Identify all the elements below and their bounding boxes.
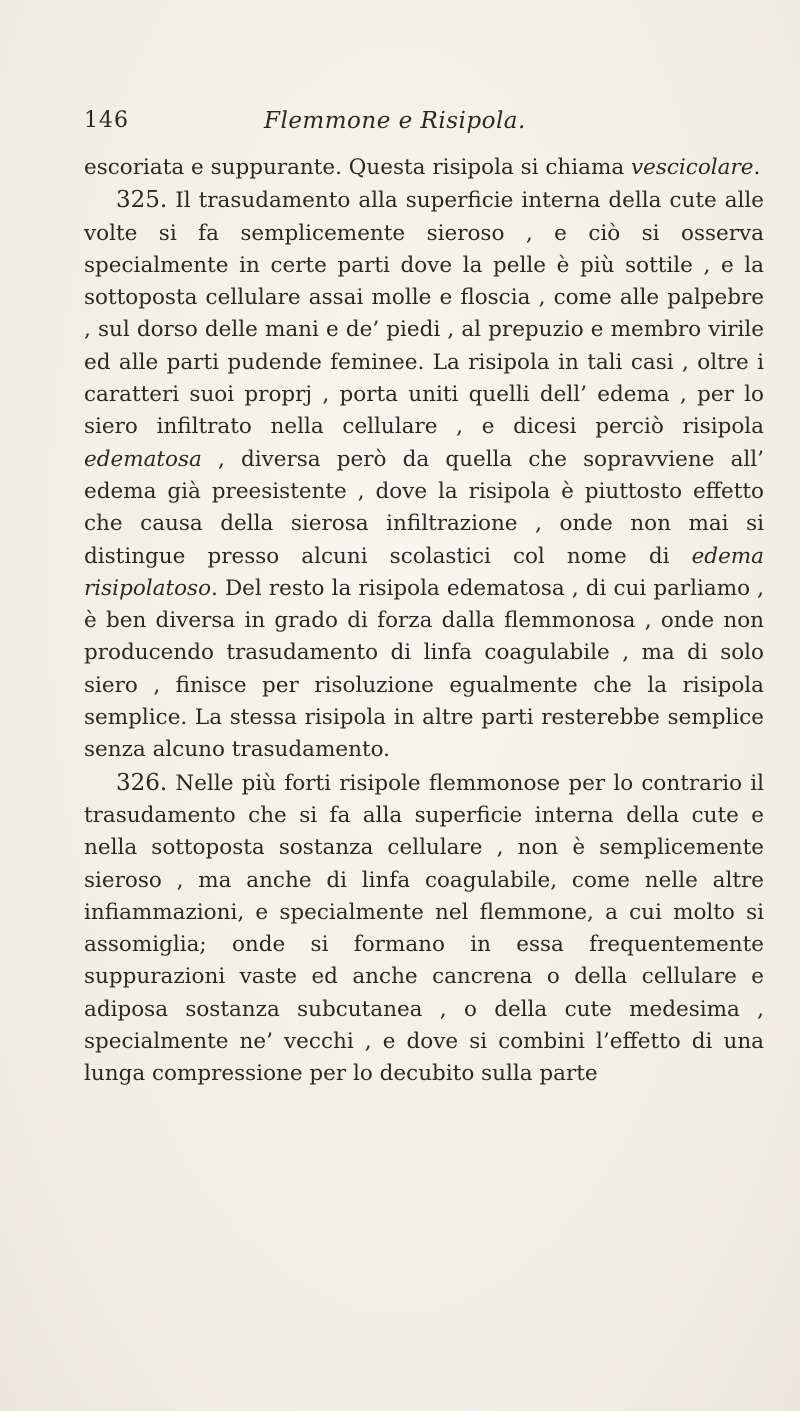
text-segment: . Del resto la risipola edematosa , di cui parliamo , è ben diversa in grado di forza dalla flemmonosa , onde non producendo trasudamento di linfa coagulabile , ma di solo siero , finisce per risoluzione egualmente che la risipola semplice. La stessa risipola in altre parti resterebbe semplice senza alcuno trasudamento.: [84, 575, 764, 763]
text-segment: , diversa però da quella che sopravviene all’ edema già preesistente , dove la risipola è piuttosto effetto che causa della sierosa infiltrazione , onde non mai si distingue presso alcuni scolastici col nome di: [84, 446, 764, 569]
section-number: 326.: [116, 769, 168, 796]
body-text: [84, 152, 764, 1091]
paragraph-continuation: [84, 152, 764, 184]
running-title: Flemmone e Risipola.: [264, 108, 526, 134]
italic-term: vescicolare: [630, 155, 754, 180]
text-segment: escoriata e suppurante. Questa risipola si chiama: [84, 155, 631, 180]
text-segment: Il trasudamento alla superficie interna della cute alle volte si fa semplicemente sieroso , e ciò si osserva specialmente in certe parti dove la pelle è più sottile , e la sottoposta cellulare assai molle e floscia , come alle palpebre , sul dorso delle mani e de’ piedi , al prepuzio e membro virile ed alle parti pudende feminee. La risipola in tali casi , oltre i caratteri suoi proprj , porta uniti quelli dell’ edema , per lo siero infiltrato nella cellulare , e dicesi perciò risipola: [84, 188, 764, 440]
italic-term: edema risipolatoso: [84, 543, 764, 601]
section-325: [84, 184, 764, 766]
text-segment: .: [753, 155, 761, 180]
section-326: [84, 767, 764, 1091]
page-number: 146: [84, 108, 129, 133]
italic-term: edematosa: [84, 446, 202, 472]
section-number: 325.: [116, 187, 168, 214]
text-segment: Nelle più forti risipole flemmonose per lo contrario il trasudamento che si fa alla superficie interna della cute e nella sottoposta sostanza cellulare , non è semplicemente sieroso , ma anche di linfa coagulabile, come nelle altre infiammazioni, e specialmente nel flemmone, a cui molto si assomiglia; onde si formano in essa frequentemente suppurazioni vaste ed anche cancrena o della cellulare e adiposa sostanza subcutanea , o della cute medesima , specialmente ne’ vecchi , e dove si combini l’effetto di una lunga compressione per lo decubito sulla parte: [84, 770, 764, 1087]
page-header: [84, 108, 764, 138]
